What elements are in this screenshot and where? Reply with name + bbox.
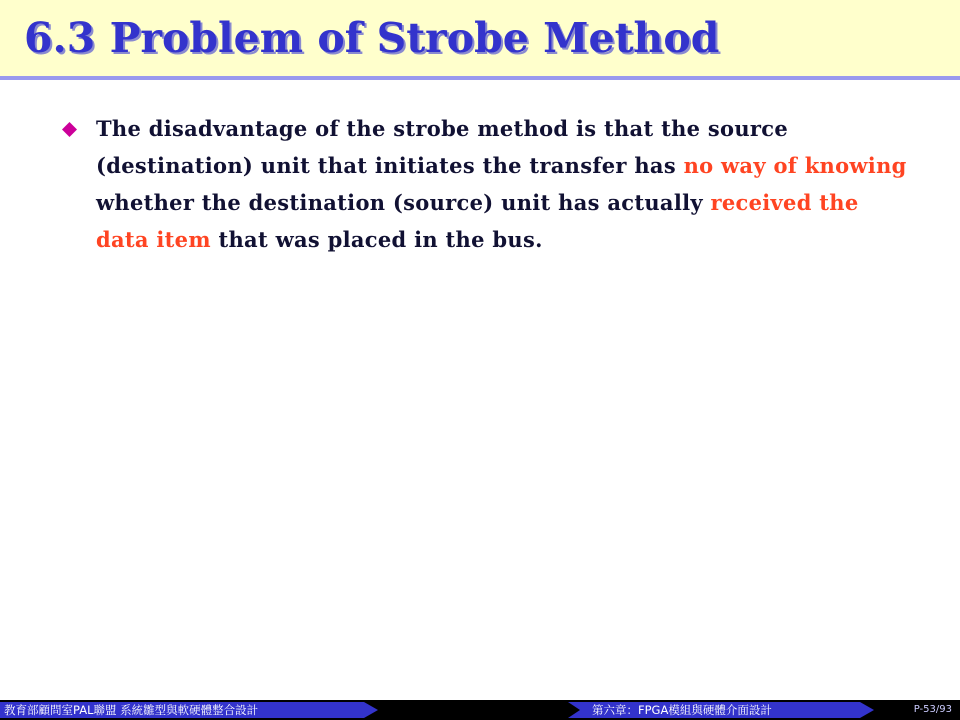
footer-course-label: 教育部顧問室PAL聯盟 系統雛型與軟硬體整合設計	[4, 703, 259, 717]
footer-chapter-label: 第六章：FPGA模組與硬體介面設計	[592, 703, 772, 717]
footer-bar	[0, 700, 960, 720]
bullet-text-part-3: that was placed in the bus.	[210, 227, 543, 252]
title-divider	[0, 76, 960, 80]
bullet-text-part-1: The disadvantage of the strobe method is that the source (destination) unit that initiates the transfer has	[96, 116, 789, 178]
highlight-received-the-data-item: received the data item	[96, 190, 859, 252]
bullet-text-part-2: whether the destination (source) unit has actually	[96, 190, 711, 215]
diamond-bullet-icon	[62, 122, 77, 137]
page-number: P-53/93	[913, 704, 952, 715]
bullet-text	[96, 110, 918, 258]
highlight-no-way-of-knowing: no way of knowing	[683, 153, 907, 178]
slide-title: 6.3 Problem of Strobe Method	[24, 14, 720, 62]
